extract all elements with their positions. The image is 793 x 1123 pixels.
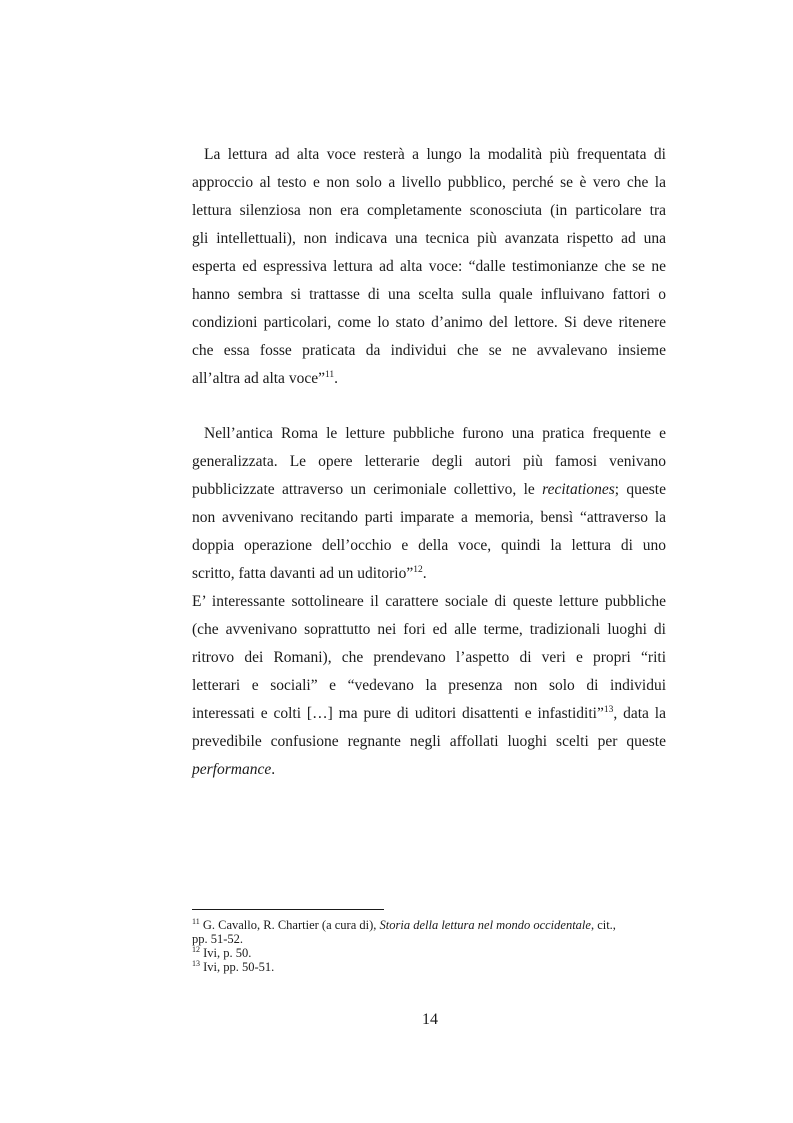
text-line: condizioni particolari, come lo stato d’animo del lettore. Si deve ritenere bbox=[192, 314, 666, 331]
footnote-number: 12 bbox=[192, 945, 200, 954]
text-line: La lettura ad alta voce resterà a lungo la modalità più frequentata di bbox=[204, 146, 666, 163]
footnote-text: , cit., bbox=[590, 918, 616, 932]
text-line: letterari e sociali” e “vedevano la presenza non solo di individui bbox=[192, 677, 666, 694]
text-line bbox=[192, 760, 666, 780]
text-line bbox=[192, 564, 666, 584]
text-run: all’altra ad alta voce” bbox=[192, 370, 325, 387]
text-line bbox=[192, 704, 666, 724]
text-line bbox=[192, 369, 666, 389]
text-line bbox=[192, 480, 666, 500]
text-line: prevedibile confusione regnante negli affollati luoghi scelti per queste bbox=[192, 733, 666, 750]
italic-term: recitationes bbox=[542, 481, 615, 498]
text-line: non avvenivano recitando parti imparate a memoria, bensì “attraverso la bbox=[192, 509, 666, 526]
text-line: Nell’antica Roma le letture pubbliche furono una pratica frequente e bbox=[204, 425, 666, 442]
text-run: , data la bbox=[613, 705, 666, 722]
footnote-13 bbox=[192, 961, 672, 974]
text-line: che essa fosse praticata da individui che se ne avvalevano insieme bbox=[192, 342, 666, 359]
footnote-ref-12[interactable]: 12 bbox=[413, 565, 423, 575]
text-run: . bbox=[422, 565, 427, 582]
text-line: E’ interessante sottolineare il carattere sociale di queste letture pubbliche bbox=[192, 593, 666, 610]
text-run: scritto, fatta davanti ad un uditorio” bbox=[192, 565, 414, 582]
italic-term: performance bbox=[192, 761, 272, 778]
text-line: hanno sembra si trattasse di una scelta sulla quale influivano fattori o bbox=[192, 286, 666, 303]
footnote-12 bbox=[192, 947, 672, 960]
footnote-11 bbox=[192, 919, 672, 932]
footnote-number: 11 bbox=[192, 917, 200, 926]
footnote-ref-11[interactable]: 11 bbox=[324, 370, 335, 380]
text-run: . bbox=[271, 761, 276, 778]
text-run: ; queste bbox=[614, 481, 666, 498]
text-line: doppia operazione dell’occhio e della voce, quindi la lettura di uno bbox=[192, 537, 666, 554]
footnote-text: Ivi, p. 50. bbox=[200, 946, 252, 960]
footnote-number: 13 bbox=[192, 959, 200, 968]
text-run: . bbox=[334, 370, 338, 387]
text-line: ritrovo dei Romani), che prendevano l’aspetto di veri e propri “riti bbox=[192, 649, 666, 666]
footnote-title: Storia della lettura nel mondo occidentale bbox=[379, 918, 591, 932]
footnote-11-continued: pp. 51-52. bbox=[192, 932, 244, 946]
footnote-separator bbox=[192, 909, 384, 910]
text-line: (che avvenivano soprattutto nei fori ed alle terme, tradizionali luoghi di bbox=[192, 621, 666, 638]
text-run: interessati e colti […] ma pure di uditori disattenti e infastiditi” bbox=[192, 705, 604, 722]
page-number: 14 bbox=[422, 1011, 438, 1028]
text-line: lettura silenziosa non era completamente sconosciuta (in particolare tra bbox=[192, 202, 666, 219]
text-line: generalizzata. Le opere letterarie degli autori più famosi venivano bbox=[192, 453, 666, 470]
text-line: approccio al testo e non solo a livello pubblico, perché se è vero che la bbox=[192, 174, 666, 191]
footnote-text: G. Cavallo, R. Chartier (a cura di), bbox=[199, 918, 380, 932]
footnote-text: Ivi, pp. 50-51. bbox=[200, 960, 275, 974]
text-line: gli intellettuali), non indicava una tecnica più avanzata rispetto ad una bbox=[192, 230, 666, 247]
text-run: pubblicizzate attraverso un cerimoniale collettivo, le bbox=[192, 481, 543, 498]
footnote-ref-13[interactable]: 13 bbox=[603, 705, 614, 715]
text-line: esperta ed espressiva lettura ad alta voce: “dalle testimonianze che se ne bbox=[192, 258, 666, 275]
